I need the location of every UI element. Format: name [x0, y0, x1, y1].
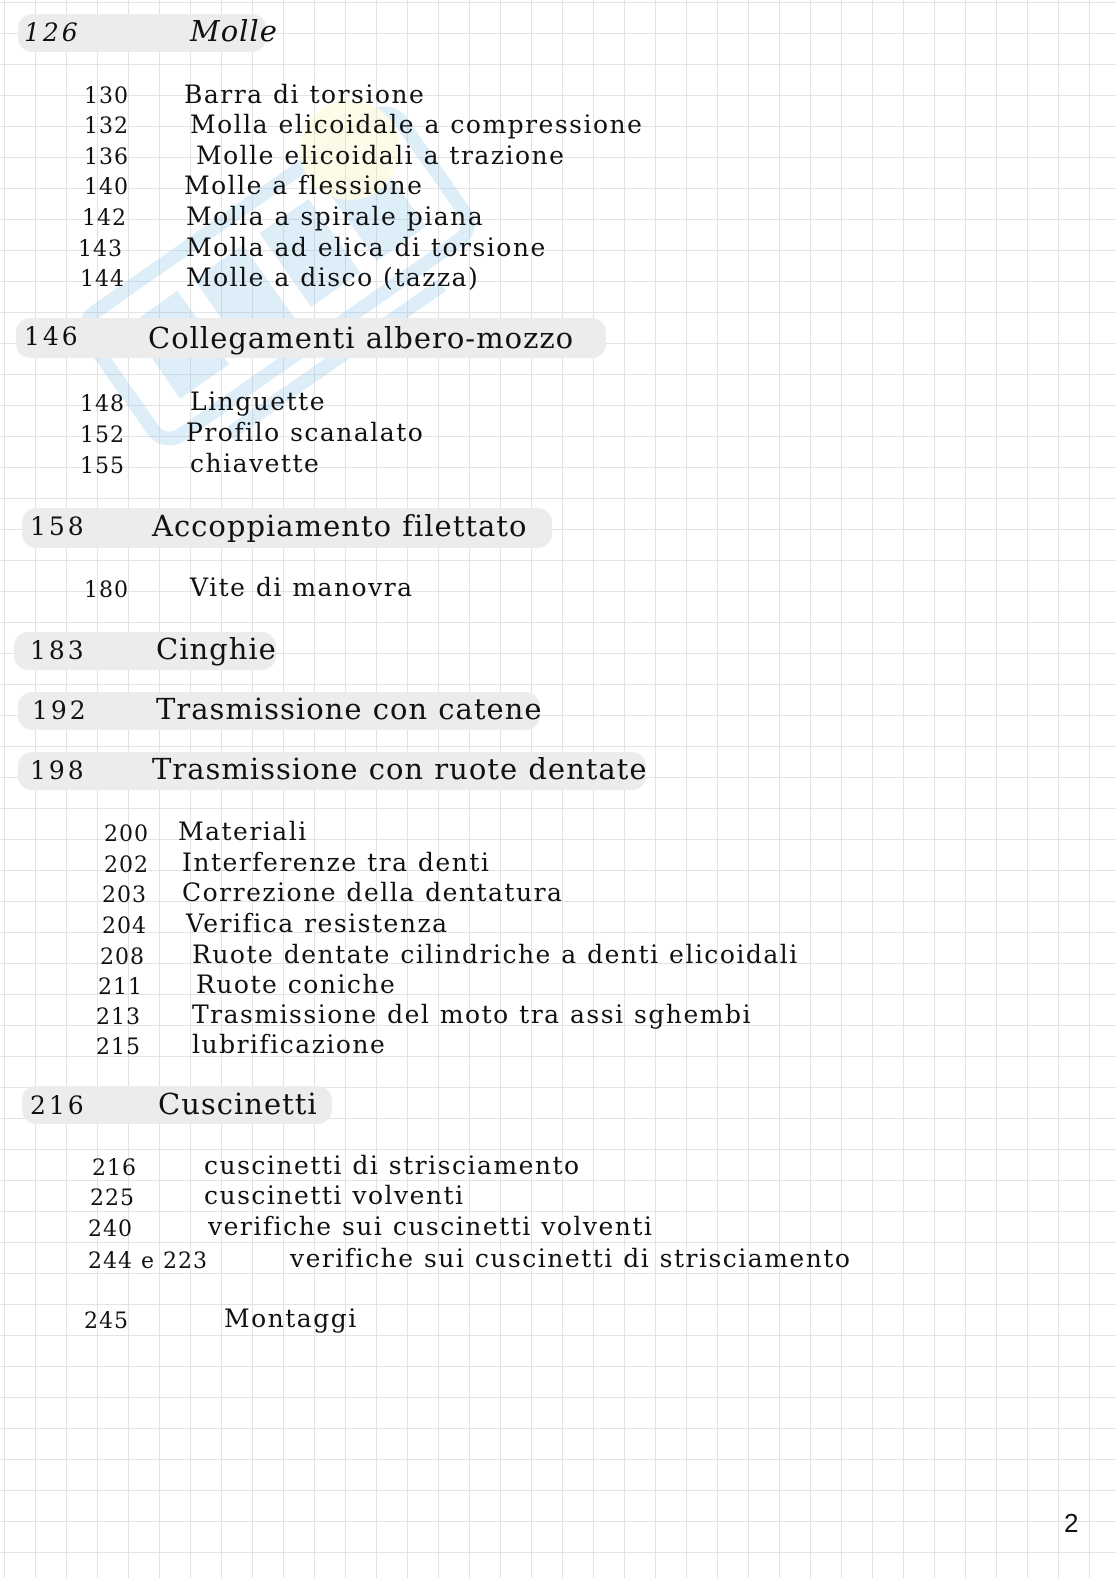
item-title: lubrificazione: [192, 1030, 387, 1059]
section-number: 126: [24, 18, 81, 47]
item-number: 152: [80, 423, 125, 448]
section-number: 216: [30, 1091, 87, 1120]
section-title: Trasmissione con catene: [156, 692, 543, 726]
item-title: Vite di manovra: [190, 573, 414, 602]
item-number: 155: [80, 454, 125, 479]
section-title: Accoppiamento filettato: [152, 509, 528, 543]
section-title: Collegamenti albero-mozzo: [148, 321, 575, 355]
item-number: 245: [84, 1309, 129, 1334]
item-number: 215: [96, 1035, 141, 1060]
item-title: Molle elicoidali a trazione: [196, 141, 566, 170]
item-title: Interferenze tra denti: [182, 848, 491, 877]
section-number: 192: [32, 696, 89, 725]
item-title: Molle a disco (tazza): [186, 263, 480, 292]
item-number: 132: [84, 114, 129, 139]
item-title: Barra di torsione: [184, 80, 426, 109]
item-number: 148: [80, 392, 125, 417]
item-title: Ruote dentate cilindriche a denti elicoidali: [192, 940, 799, 969]
item-number: 130: [84, 84, 129, 109]
page-number: 2: [1064, 1508, 1079, 1538]
item-number: 204: [102, 914, 147, 939]
item-number: 140: [84, 175, 129, 200]
item-title: verifiche sui cuscinetti volventi: [208, 1212, 654, 1241]
item-number: 144: [80, 267, 125, 292]
item-number: 202: [104, 853, 149, 878]
item-number: 240: [88, 1217, 133, 1242]
section-title: Trasmissione con ruote dentate: [152, 752, 648, 786]
item-title: Ruote coniche: [196, 970, 397, 999]
item-number: 213: [96, 1005, 141, 1030]
item-title: chiavette: [190, 449, 321, 478]
section-title: Molle: [190, 14, 278, 48]
item-title: cuscinetti volventi: [204, 1181, 465, 1210]
item-number: 208: [100, 945, 145, 970]
item-title: Linguette: [190, 387, 326, 416]
item-number: 143: [78, 237, 123, 262]
item-title: verifiche sui cuscinetti di strisciamento: [290, 1244, 852, 1273]
item-title: Molle a flessione: [184, 171, 424, 200]
item-number: 211: [98, 975, 143, 1000]
item-title: Molla a spirale piana: [186, 202, 485, 231]
item-title: Materiali: [178, 817, 308, 846]
item-title: cuscinetti di strisciamento: [204, 1151, 581, 1180]
section-number: 183: [30, 636, 87, 665]
item-title: Montaggi: [224, 1304, 358, 1333]
item-number: 142: [82, 206, 127, 231]
section-title: Cinghie: [156, 632, 277, 666]
item-title: Profilo scanalato: [186, 418, 425, 447]
section-number: 146: [24, 322, 81, 351]
item-number: 216: [92, 1156, 137, 1181]
item-number: 203: [102, 883, 147, 908]
item-number: 225: [90, 1186, 135, 1211]
section-title: Cuscinetti: [158, 1087, 318, 1121]
item-title: Verifica resistenza: [186, 909, 449, 938]
item-number: 200: [104, 822, 149, 847]
section-number: 198: [30, 756, 87, 785]
item-number: 180: [84, 578, 129, 603]
item-title: Trasmissione del moto tra assi sghembi: [192, 1000, 752, 1029]
item-title: Molla ad elica di torsione: [186, 233, 547, 262]
item-number: 136: [84, 145, 129, 170]
item-title: Correzione della dentatura: [182, 878, 564, 907]
item-number: 244 e 223: [88, 1249, 208, 1274]
section-number: 158: [30, 512, 87, 541]
item-title: Molla elicoidale a compressione: [190, 110, 644, 139]
